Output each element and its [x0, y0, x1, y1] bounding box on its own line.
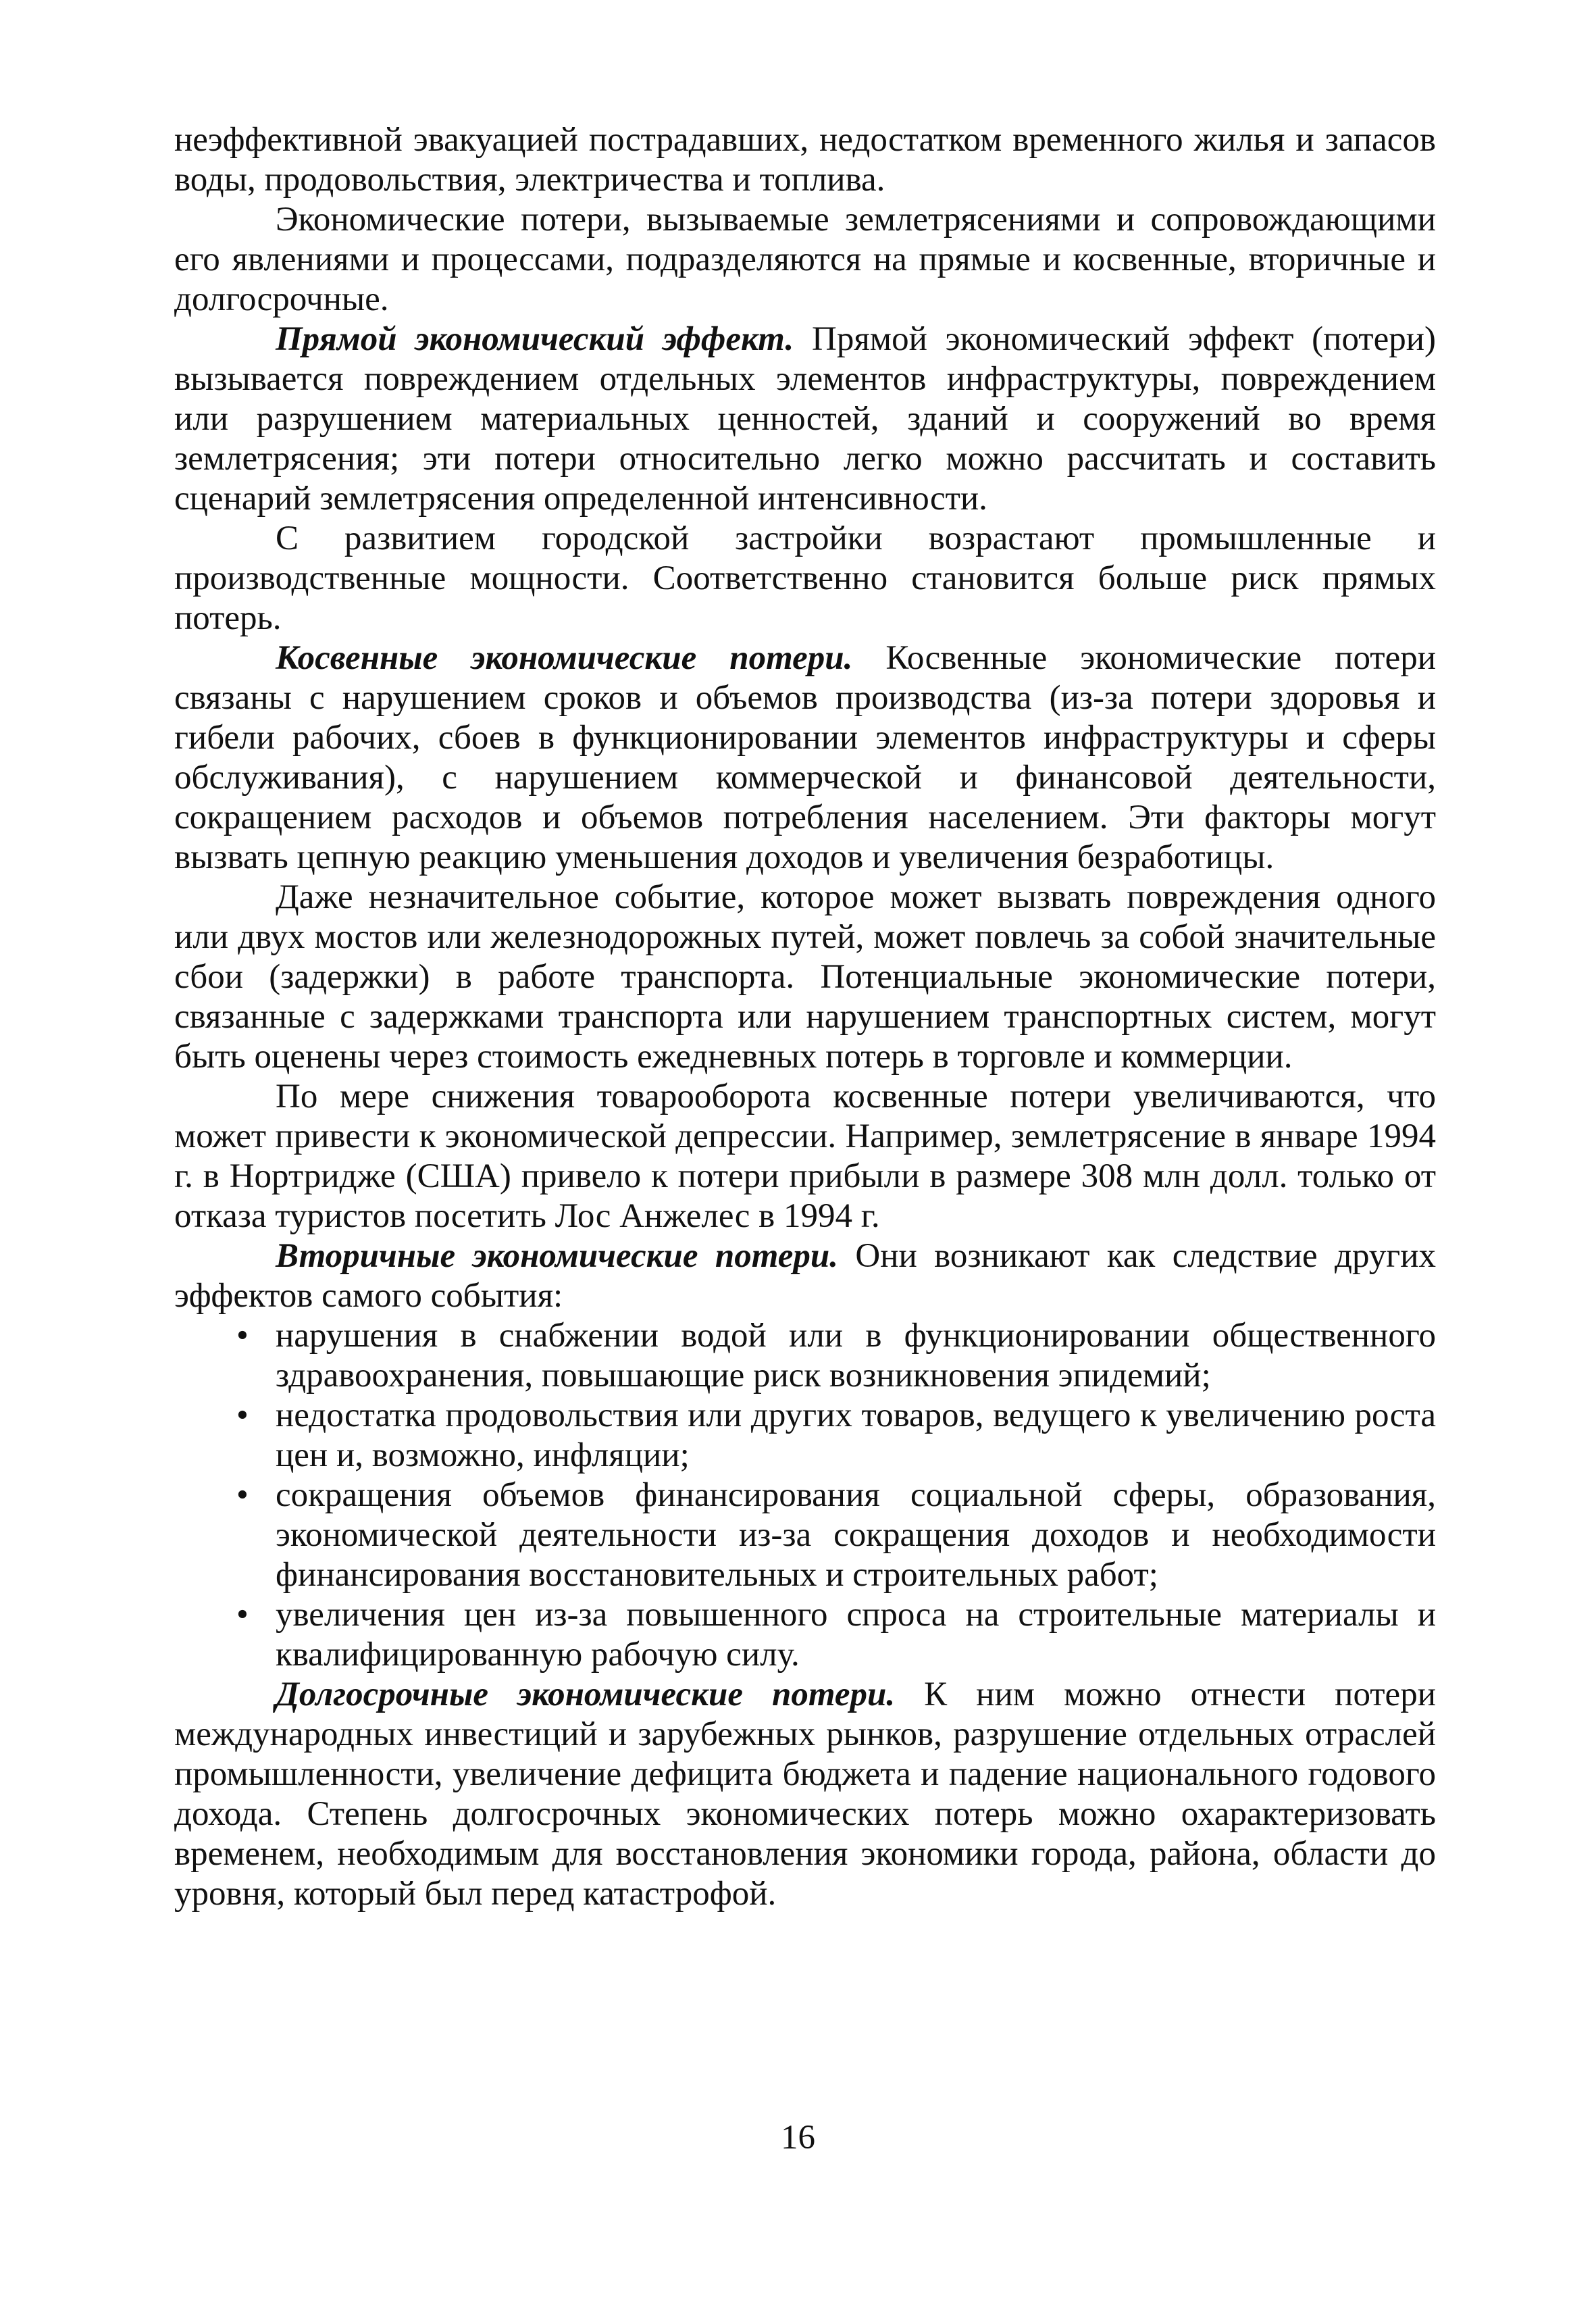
paragraph-classification: Экономические потери, вызываемые землетрясениями и сопровождающими его явлениями и процессами, подразделяются на прямые и косвенные, вторичные и долгосрочные.	[174, 201, 1436, 318]
list-item-text: увеличения цен из-за повышенного спроса на строительные материалы и квалифицированную рабочую силу.	[276, 1596, 1436, 1674]
list-item-text: сокращения объемов финансирования социальной сферы, образования, экономической деятельности из-за сокращения доходов и необходимости финансирования восстановительных и строительных работ;	[276, 1476, 1436, 1594]
text-direct-effect: Прямой экономический эффект (потери) вызывается повреждением отдельных элементов инфраструктуры, повреждением или разрушением материальных ценностей, зданий и сооружений во время землетрясения; эти потери относительно легко можно рассчитать и составить сценарий землетрясения определенной интенсивности.	[174, 320, 1436, 518]
bullet-icon: •	[236, 1476, 249, 1514]
paragraph-urban-development: С развитием городской застройки возрастают промышленные и производственные мощности. Соответственно становится больше риск прямых потерь.	[174, 520, 1436, 637]
heading-direct-effect: Прямой экономический эффект.	[276, 320, 794, 358]
paragraph-direct-effect	[174, 320, 1436, 519]
paragraph-trade: По мере снижения товарооборота косвенные потери увеличиваются, что может привести к экономической депрессии. Например, землетрясение в январе 1994 г. в Нортридже (США) привело к потери прибыли в размере 308 млн долл. только от отказа туристов посетить Лос Анжелес в 1994 г.	[174, 1078, 1436, 1235]
list-item-text: нарушения в снабжении водой или в функционировании общественного здравоохранения, повышающие риск возникновения эпидемий;	[276, 1317, 1436, 1394]
heading-indirect-losses: Косвенные экономические потери.	[276, 639, 853, 677]
list-item	[174, 1595, 1436, 1675]
paragraph-longterm-losses	[174, 1675, 1436, 1914]
heading-secondary-losses: Вторичные экономические потери.	[276, 1237, 838, 1275]
text-longterm-losses: К ним можно отнести потери международных инвестиций и зарубежных рынков, разрушение отдельных отраслей промышленности, увеличение дефицита бюджета и падение национального годового дохода. Степень долгосрочных экономических потерь можно охарактеризовать временем, необходимым для восстановления экономики города, района, области до уровня, который был перед катастрофой.	[174, 1676, 1436, 1913]
list-item	[174, 1396, 1436, 1476]
bullet-icon: •	[236, 1596, 249, 1634]
bullet-icon: •	[236, 1317, 249, 1355]
heading-longterm-losses: Долгосрочные экономические потери.	[276, 1676, 896, 1713]
text-secondary-losses: Они возникают как следствие других эффектов самого события:	[174, 1237, 1436, 1315]
secondary-losses-list	[174, 1316, 1436, 1675]
bullet-icon: •	[236, 1397, 249, 1434]
paragraph-transport: Даже незначительное событие, которое может вызвать повреждения одного или двух мостов или железнодорожных путей, может повлечь за собой значительные сбои (задержки) в работе транспорта. Потенциальные экономические потери, связанные с задержками транспорта или нарушением транспортных систем, могут быть оценены через стоимость ежедневных потерь в торговле и коммерции.	[174, 878, 1436, 1076]
paragraph-indirect-losses	[174, 638, 1436, 878]
page-body	[174, 120, 1436, 1914]
text-indirect-losses: Косвенные экономические потери связаны с нарушением сроков и объемов производства (из-за потери здоровья и гибели рабочих, сбоев в функционировании элементов инфраструктуры и сферы обслуживания), с нарушением коммерческой и финансовой деятельности, сокращением расходов и объемов потребления населением. Эти факторы могут вызвать цепную реакцию уменьшения доходов и увеличения безработицы.	[174, 639, 1436, 876]
list-item-text: недостатка продовольствия или других товаров, ведущего к увеличению роста цен и, возможно, инфляции;	[276, 1397, 1436, 1474]
list-item	[174, 1476, 1436, 1595]
paragraph-secondary-losses	[174, 1236, 1436, 1316]
paragraph-intro: неэффективной эвакуацией пострадавших, недостатком временного жилья и запасов воды, продовольствия, электричества и топлива.	[174, 121, 1436, 199]
page-number: 16	[781, 2119, 815, 2157]
list-item	[174, 1316, 1436, 1396]
